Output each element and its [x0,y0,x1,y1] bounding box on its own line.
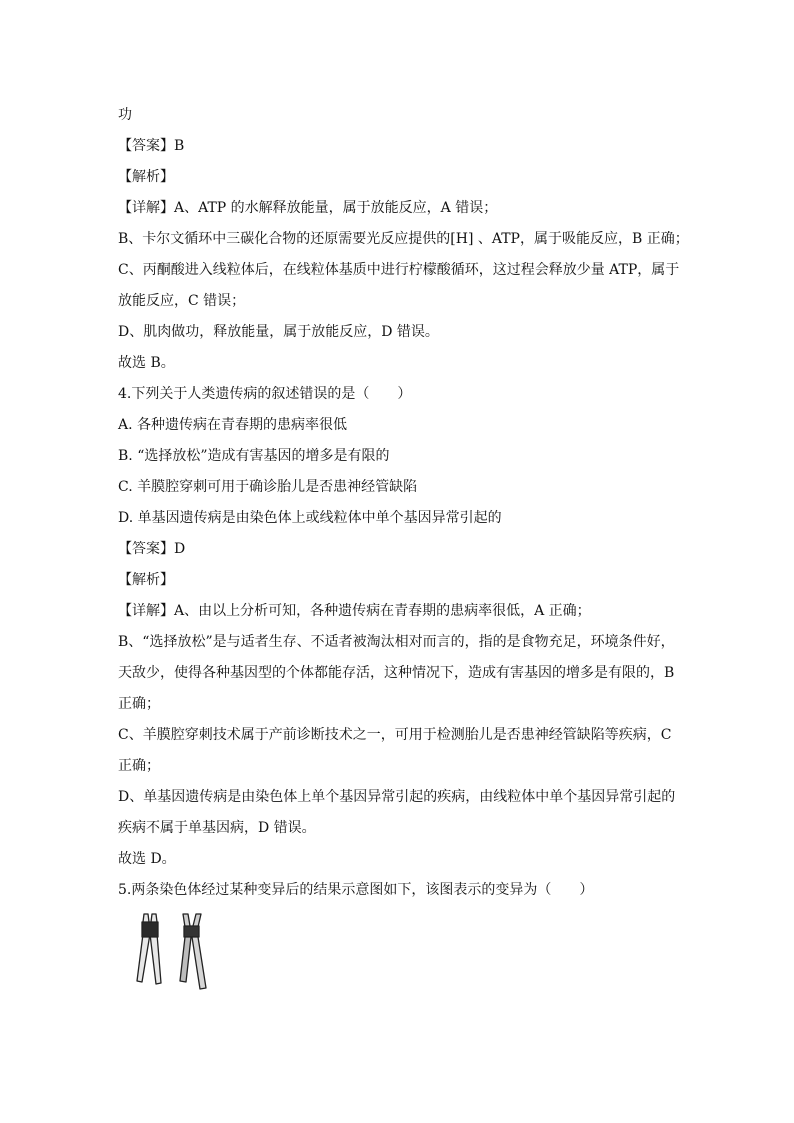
text-line: 疾病不属于单基因病，D 错误。 [118,820,316,836]
chromosome-diagram-icon [128,912,218,994]
question-4-option-a: A. 各种遗传病在青春期的患病率很低 [118,417,348,433]
text-line: C、羊膜腔穿刺技术属于产前诊断技术之一，可用于检测胎儿是否患神经管缺陷等疾病，C [118,727,672,743]
analysis-heading: 【解析】 [118,169,174,185]
question-5-stem: 5.两条染色体经过某种变异后的结果示意图如下，该图表示的变异为（ ） [118,882,594,898]
question-4-option-c: C. 羊膜腔穿刺可用于确诊胎儿是否患神经管缺陷 [118,479,418,495]
right-chromosome [180,914,206,989]
question-4-option-d: D. 单基因遗传病是由染色体上或线粒体中单个基因异常引起的 [118,510,502,526]
text-line: 正确； [118,696,160,712]
answer-line: 【答案】D [118,541,186,557]
left-chromosome [137,914,161,984]
text-line: 【详解】A、ATP 的水解释放能量，属于放能反应，A 错误； [118,200,498,216]
text-line: 正确； [118,758,160,774]
conclusion-line: 故选 B。 [118,355,175,371]
analysis-heading: 【解析】 [118,572,174,588]
text-line: B、卡尔文循环中三碳化合物的还原需要光反应提供的[H] 、ATP，属于吸能反应，B 正确； [118,231,689,247]
text-line: B、“选择放松”是与适者生存、不适者被淘汰相对而言的，指的是食物充足，环境条件好， [118,634,675,650]
text-line: D、肌肉做功，释放能量，属于放能反应，D 错误。 [118,324,439,340]
text-line: 【详解】A、由以上分析可知，各种遗传病在青春期的患病率很低，A 正确； [118,603,591,619]
text-line: 功 [118,107,132,123]
text-line: 放能反应，C 错误； [118,293,246,309]
question-4-option-b: B. “选择放松”造成有害基因的增多是有限的 [118,448,390,464]
text-line: D、单基因遗传病是由染色体上单个基因异常引起的疾病，由线粒体中单个基因异常引起的 [118,789,676,805]
text-line: 天敌少，使得各种基因型的个体都能存活，这种情况下，造成有害基因的增多是有限的，B [118,665,675,681]
question-4-stem: 4.下列关于人类遗传病的叙述错误的是（ ） [118,386,412,402]
conclusion-line: 故选 D。 [118,851,176,867]
document-body [118,100,689,906]
text-line: C、丙酮酸进入线粒体后，在线粒体基质中进行柠檬酸循环，这过程会释放少量 ATP，属于 [118,262,680,278]
answer-line: 【答案】B [118,138,185,154]
